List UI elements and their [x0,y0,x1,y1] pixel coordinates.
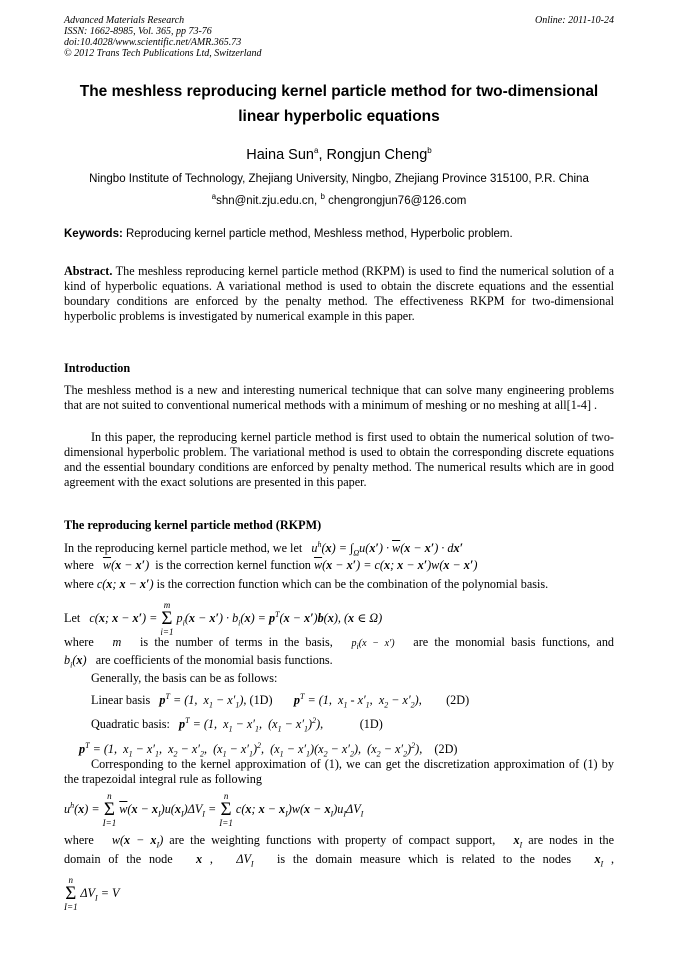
paper-title [60,79,618,129]
text: are coefficients of the monomial basis functions. [95,653,333,667]
email-a[interactable]: shn@nit.zju.edu.cn, [216,194,321,207]
author-separator: , [318,146,327,163]
text: domain of the node [64,852,173,866]
text: where [64,577,94,591]
intro-heading: Introduction [64,361,131,375]
rkpm-line-6 [64,653,333,672]
text: where [64,635,94,649]
online-date: Online: 2011-10-24 [535,15,614,26]
text: is the domain measure which is related to the nodes [276,852,572,866]
intro-paragraph-1: The meshless method is a new and interesting numerical technique that can solve many engineering problems that are not suited to conventional numerical methods with a minimum of meshing or no meshing at all[1-4] . [64,383,614,412]
abstract [64,264,614,324]
volume-sum-equation: n Σ I=1 $\Delta V_I = V$ [64,875,120,912]
rkpm-line-2 [64,558,477,573]
journal-name: Advanced Materials Research [64,15,185,26]
issn-line: ISSN: 1662-8985, Vol. 365, pp 73-76 [64,26,212,37]
keywords-label: Keywords: [64,228,123,240]
author-emails [60,190,618,208]
author-2-mark: b [427,146,432,155]
linear-basis-line: Linear basis $p^T = (1$, $x_1 - x'_1$), (1D) $p^T = (1$, $x_1 - x'_1$, $x_2 - x'_2$), (2D) [91,692,470,710]
coefficient-symbol: $b_i(x)$ [64,653,87,670]
text: (2D) [434,742,458,757]
kernel-symbol: $\overline{w}(x - x')$ [102,558,150,572]
abstract-label: Abstract. [64,264,113,278]
text: is the correction kernel function [155,558,311,572]
text: (2D) [446,693,470,708]
text: is the number of terms in the basis, [139,635,333,649]
text: In the reproducing kernel particle method, we let [64,541,303,556]
quadratic-basis-line: Quadratic basis: $p^T = (1$, $x_1 - x'_1$, $(x_1 - x'_1)^2$), (1D) [91,716,383,734]
equation-1: $u^h(x) = \int_\Omega u(x') \cdot \overline{w}(x - x') \cdot dx'$ [311,540,464,558]
discretization-paragraph: Corresponding to the kernel approximation of (1), we can get the discretization approximation of (1) by the trapezoidal integral rule as following [64,757,614,786]
text: where [64,833,94,847]
author-1-mark: a [313,146,319,155]
rkpm-line-4 [64,601,382,637]
email-mark-b: b [320,192,325,201]
keywords [64,227,614,241]
rkpm-line-1 [64,537,463,561]
text: are the monomial basis functions, and [413,635,615,649]
author-list [60,142,618,164]
rkpm-line-14: domain of the node x , $\Delta V_I$ is the domain measure which is related to the nodes $x_I$ , [64,852,615,869]
text: (1D) [249,693,273,708]
correction-function-symbol: c(x; x − x′) [96,577,154,591]
text: Quadratic basis: [91,717,170,732]
text: Let [64,610,81,625]
email-b[interactable]: chengrongjun76@126.com [324,194,467,207]
text: Linear basis [91,693,151,708]
author-2: Rongjun Cheng [326,146,428,163]
title-line-1: The meshless reproducing kernel particle method for two-dimensional [79,83,599,100]
text: (1D) [359,717,383,732]
rkpm-line-3 [64,577,548,592]
email-mark-a: a [211,192,217,201]
rkpm-heading: The reproducing kernel particle method (RKPM) [64,518,322,532]
doi-line: doi:10.4028/www.scientific.net/AMR.365.73 [64,37,242,48]
keywords-text: Reproducing kernel particle method, Meshless method, Hyperbolic problem. [122,228,513,240]
text: is the correction function which can be the combination of the polynomial basis. [156,577,549,591]
copyright-line: © 2012 Trans Tech Publications Ltd, Switzerland [64,48,262,59]
kernel-definition: $\overline{w}(x - x') = c(x$; x − x′)w(x − x′) [313,558,478,572]
text: where [64,558,94,572]
text: are the weighting functions with property of compact support, [169,833,496,847]
quadratic-basis-2d-line: $p^T = (1$, $x_1 - x'_1$, $x_2 - x'_2$, $(x_1 - x'_1)^2$, $(x_1 - x'_1)(x_2 - x'_2)$, $(x_2 - x'_2)^2$), (2D) [79,741,458,759]
text: are nodes in the [528,833,614,847]
rkpm-line-7: Generally, the basis can be as follows: [91,671,278,685]
title-line-2: linear hyperbolic equations [238,108,440,125]
rkpm-line-5: where m is the number of terms in the basis, $p_i(x - x')$ are the monomial basis functions, and [64,635,615,651]
abstract-text: The meshless reproducing kernel particle method (RKPM) is used to find the numerical solution of a kind of hyperbolic equations. A variational method is used to obtain the discrete equations and the essential boundary conditions are enforced by the penalty method. The effectiveness RKPM for two-dimensional hyperbolic problems is investigated by numerical example in this paper. [64,264,614,323]
rkpm-line-13: where $w(x - x_I)$ are the weighting functions with property of compact support, $x_I$ are nodes in the [64,833,614,850]
journal-header [64,15,262,59]
discretization-equation: $u^h(x) = n$ Σ I=1 $\overline{w}(x - x_I)u(x_I)\Delta V_I = n$ Σ I=1 c(x; $x - x_I)w(x - x_I)u_I\Delta V_I$ [64,791,364,828]
author-1: Haina Sun [246,146,314,163]
correction-function-expansion: c(x; x − x′) = m Σ i=1 $p_i(x - x') \cdot b_i(x) = p^T(x - x')b(x)$, (x ∈ Ω) [89,600,383,637]
intro-paragraph-2: In this paper, the reproducing kernel particle method is first used to obtain the numerical solution of two-dimensional hyperbolic problem. The variational method is used to obtain the corresponding discrete equations and the essential boundary conditions are enforced by penalty method. The numerical results which are in good agreement with the exact solutions are presented in this paper. [64,430,614,489]
affiliation: Ningbo Institute of Technology, Zhejiang University, Ningbo, Zhejiang Province 315100, P.R. China [89,173,589,185]
